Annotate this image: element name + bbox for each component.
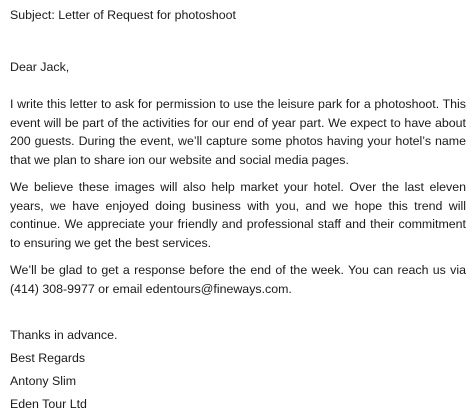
letter-salutation: Dear Jack, — [10, 60, 70, 74]
letter-paragraph-appreciation: We believe these images will also help market your hotel. Over the last eleven years, we have enjoyed doing business with you, and we hope this trend will continue. We appreciate your friendly and professional staff and their commitment to ensuring we get the best services. — [10, 180, 466, 250]
letter-closing-thanks: Thanks in advance. — [10, 328, 118, 342]
letter-closing-regards: Best Regards — [10, 351, 86, 365]
letter-paragraph-request: I write this letter to ask for permission to use the leisure park for a photoshoot. This event will be part of the activities for our end of year part. We expect to have about 200 guests. During the event, we’ll capture some photos having your hotel’s name that we plan to share ion our website and social media pages. — [10, 97, 466, 167]
letter-signer-company: Eden Tour Ltd — [10, 397, 87, 411]
letter-paragraph-contact: We’ll be glad to get a response before the end of the week. You can reach us via (414) 308-9977 or email edentours@fineways.com. — [10, 263, 466, 296]
letter-signer-name: Antony Slim — [10, 374, 77, 388]
letter-subject: Subject: Letter of Request for photoshoot — [10, 8, 236, 22]
